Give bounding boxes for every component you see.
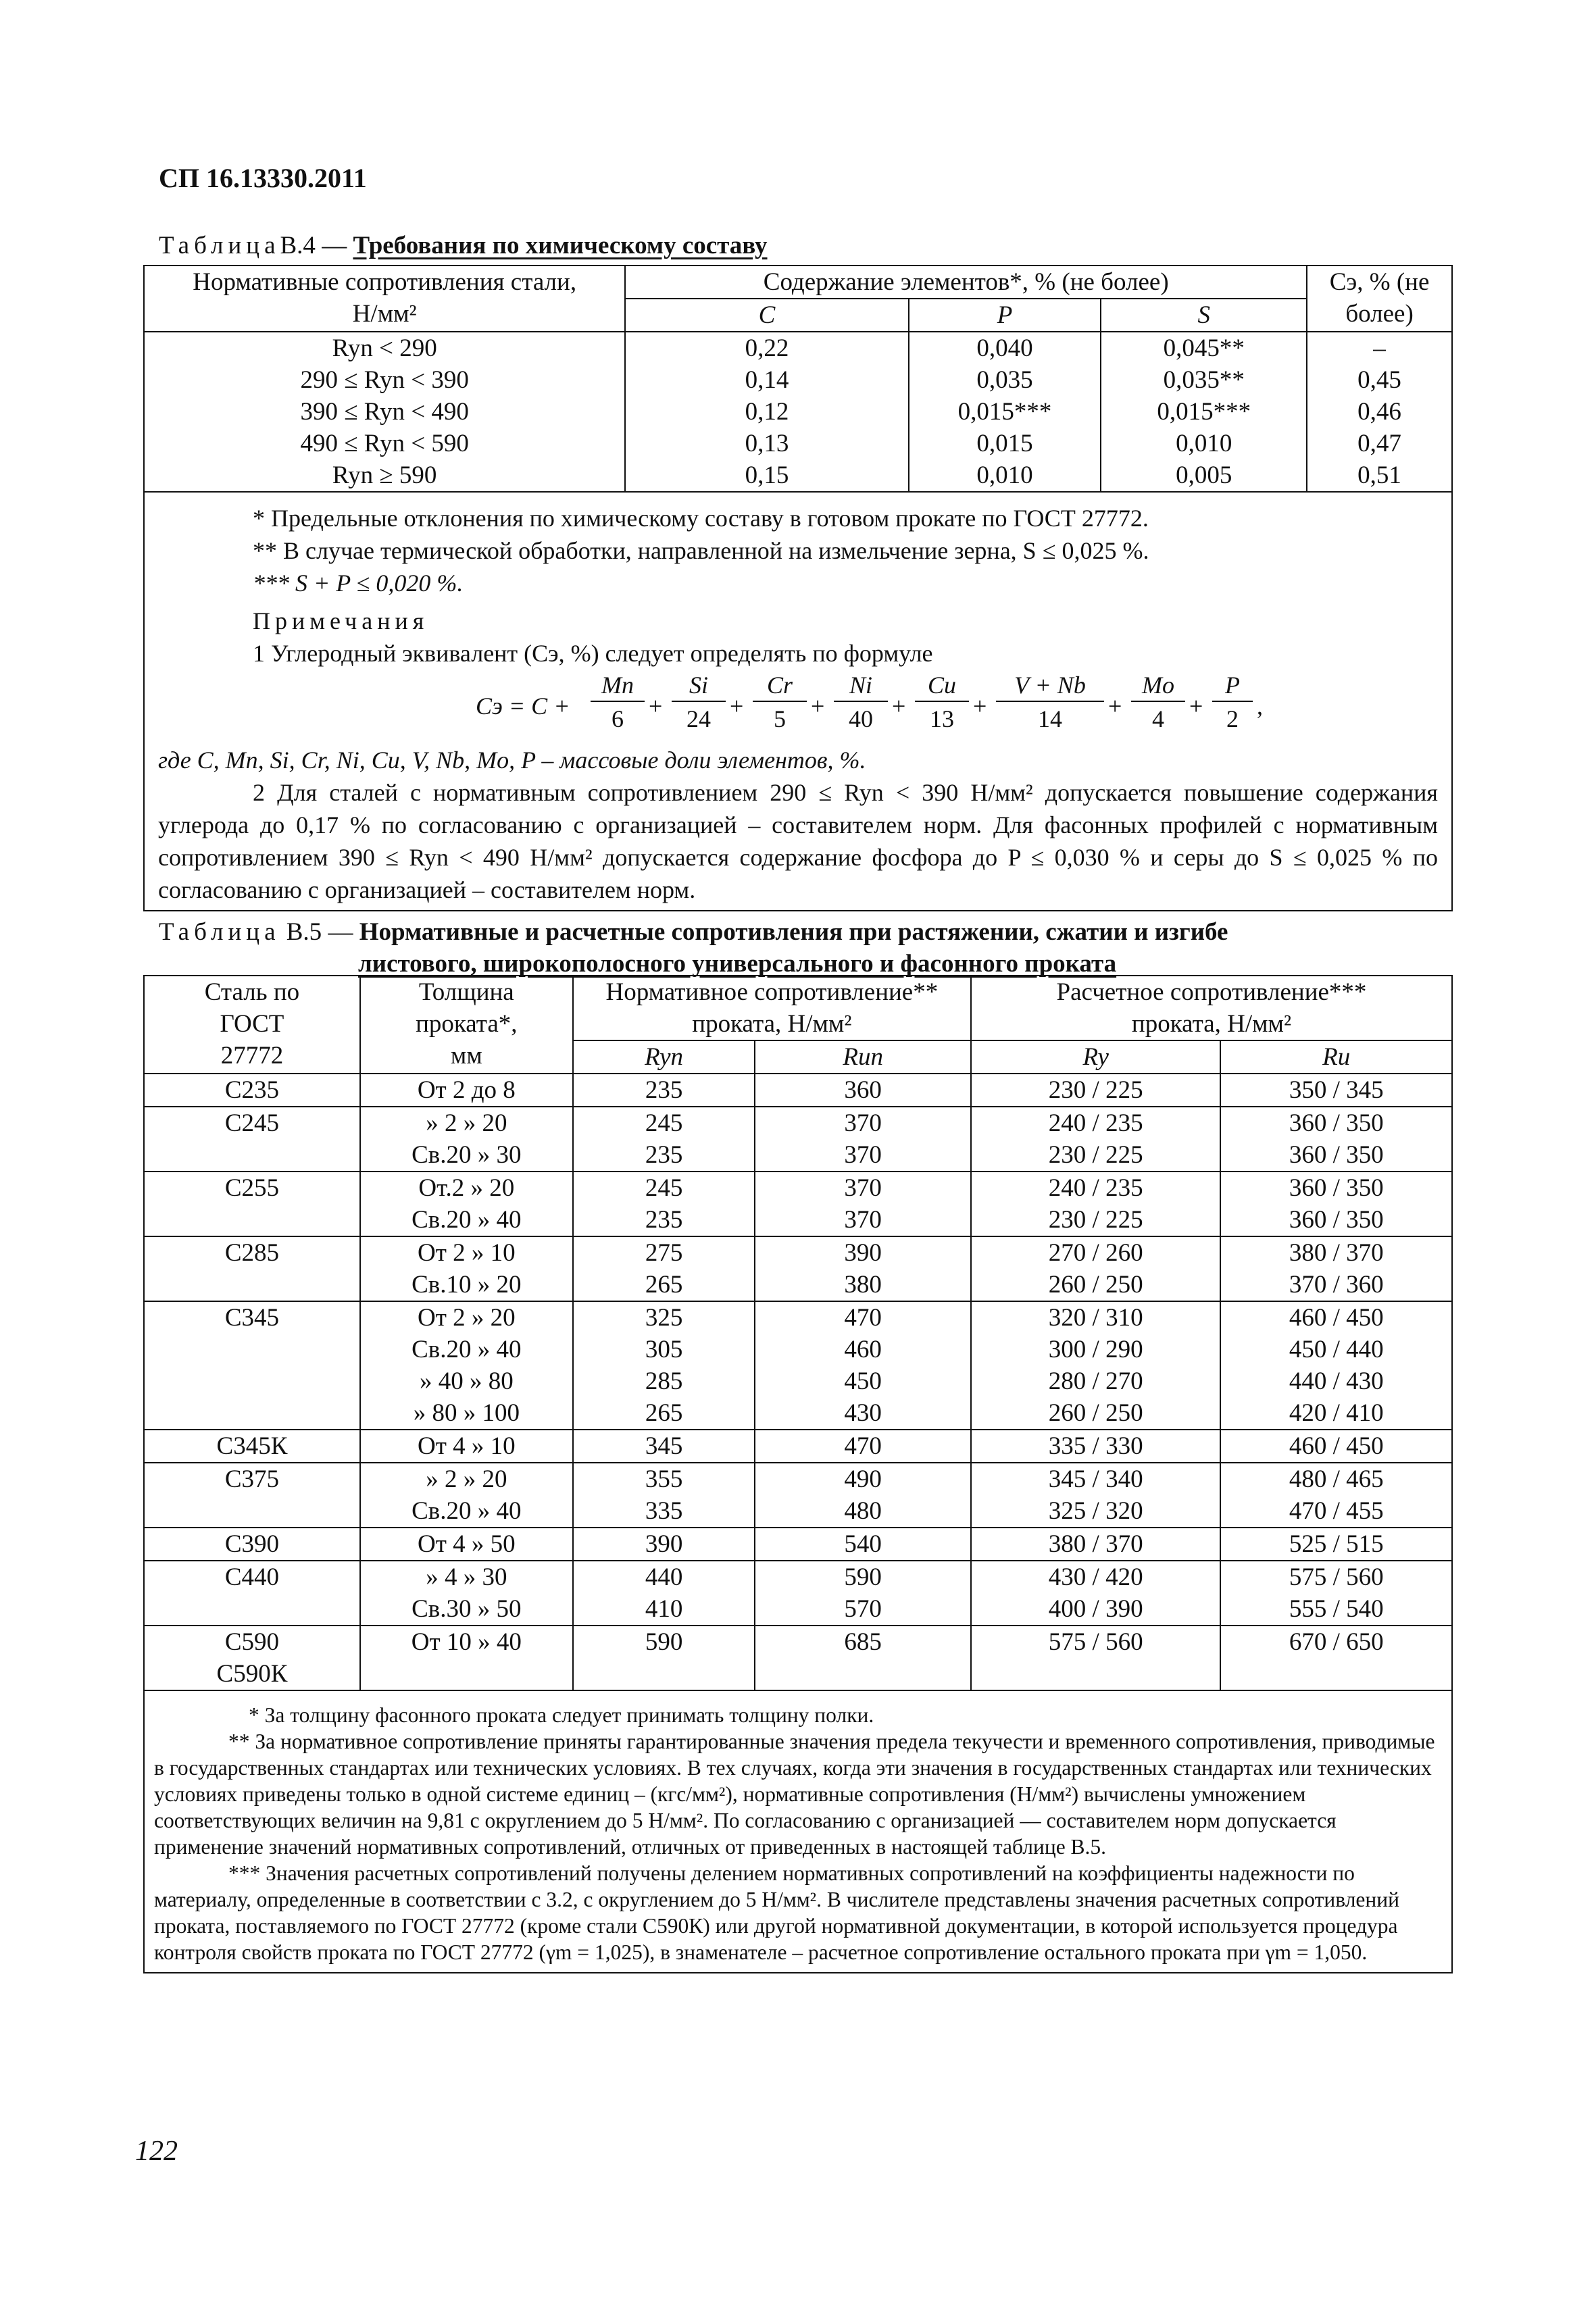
formula-numerator: Mo [1131, 670, 1185, 702]
t4-note-2: 2 Для сталей с нормативным сопротивлением 290 ≤ Ryn < 390 Н/мм² допускается повышение содержания углерода до 0,17 % по согласованию с организацией – составителем норм. Для фасонных профилей с нормативным сопротивлением 390 ≤ Ryn < 490 Н/мм² допускается содержание фосфора до P ≤ 0,030 % и серы до S ≤ 0,025 % по согласованию с организацией – составителем норм. [158, 779, 1438, 903]
t4-s: 0,035** [1101, 364, 1307, 396]
formula-denominator: 2 [1226, 705, 1239, 732]
table-b4 [143, 265, 1453, 911]
formula-operator: + [649, 693, 663, 720]
empty-cell [360, 1658, 573, 1690]
t4-head-c: C [625, 299, 908, 332]
ryn-value: 235 [573, 1204, 755, 1236]
table-row [144, 1107, 1452, 1139]
table4-notes [144, 492, 1452, 911]
thickness: От 2 до 8 [360, 1074, 573, 1107]
formula-denominator: 24 [687, 705, 711, 732]
table4-caption-title: Требования по химическому составу [353, 232, 768, 259]
table4-caption [159, 231, 768, 260]
steel-grade: С235 [144, 1074, 360, 1107]
ry-value: 260 / 250 [971, 1397, 1220, 1430]
ry-value: 320 / 310 [971, 1301, 1220, 1334]
thickness: » 2 » 20 [360, 1107, 573, 1139]
formula-fraction [672, 670, 726, 736]
t4-head-col1: Нормативные сопротивления стали, Н/мм² [144, 266, 625, 332]
t5-head-calc: Расчетное сопротивление*** проката, Н/мм² [971, 976, 1452, 1040]
formula-fraction [1131, 670, 1185, 736]
run-value: 685 [755, 1626, 971, 1658]
t5-head-thickness: Толщина проката*, мм [360, 976, 573, 1074]
table-row [144, 1561, 1452, 1593]
formula-numerator: P [1212, 670, 1253, 702]
formula-fraction [1212, 670, 1253, 736]
formula-operator: + [1108, 693, 1122, 720]
thickness: Св.20 » 40 [360, 1204, 573, 1236]
t4-footnote-3: *** S + P ≤ 0,020 %. [253, 570, 464, 597]
t4-ce: – [1307, 332, 1452, 364]
ru-value: 460 / 450 [1220, 1301, 1452, 1334]
ryn-value: 285 [573, 1365, 755, 1397]
thickness: Св.30 » 50 [360, 1593, 573, 1626]
thickness: От.2 » 20 [360, 1172, 573, 1204]
ryn-value: 345 [573, 1430, 755, 1463]
formula-numerator: Si [672, 670, 726, 702]
t4-head-group: Содержание элементов*, % (не более) [625, 266, 1307, 299]
t4-ce: 0,45 [1307, 364, 1452, 396]
table-row [144, 1626, 1452, 1658]
t4-head-s: S [1101, 299, 1307, 332]
table4-caption-dash: — [315, 232, 353, 259]
t5-head-run: Run [755, 1040, 971, 1074]
t4-ce: 0,47 [1307, 428, 1452, 459]
table5-caption-prefix: Таблица [159, 918, 280, 946]
t4-p: 0,015*** [909, 396, 1101, 428]
steel-grade: С245 [144, 1107, 360, 1172]
t4-c: 0,22 [625, 332, 908, 364]
formula-operator: + [730, 693, 744, 720]
t4-formula-where: где C, Mn, Si, Cr, Ni, Cu, V, Nb, Mo, P – массовые доли элементов, %. [158, 747, 866, 774]
thickness: От 4 » 50 [360, 1528, 573, 1561]
t4-p: 0,010 [909, 459, 1101, 492]
ru-value: 555 / 540 [1220, 1593, 1452, 1626]
run-value: 370 [755, 1139, 971, 1172]
t4-c: 0,14 [625, 364, 908, 396]
formula-denominator: 14 [1038, 705, 1062, 732]
t4-range: Ryn ≥ 590 [144, 459, 625, 492]
run-value: 380 [755, 1269, 971, 1301]
ryn-value: 235 [573, 1139, 755, 1172]
formula-numerator: Cr [753, 670, 807, 702]
t5-head-ru: Ru [1220, 1040, 1452, 1074]
formula-denominator: 4 [1152, 705, 1164, 732]
formula-numerator: V + Nb [996, 670, 1104, 702]
empty-cell [971, 1658, 1220, 1690]
run-value: 370 [755, 1172, 971, 1204]
t4-s: 0,045** [1101, 332, 1307, 364]
thickness: » 2 » 20 [360, 1463, 573, 1495]
ru-value: 525 / 515 [1220, 1528, 1452, 1561]
steel-grade: С345 [144, 1301, 360, 1430]
ry-value: 280 / 270 [971, 1365, 1220, 1397]
t4-ce: 0,46 [1307, 396, 1452, 428]
formula-operator: , [1257, 693, 1263, 720]
table5-caption-title-1: Нормативные и расчетные сопротивления при растяжении, сжатии и изгибе [359, 918, 1228, 946]
steel-grade: С375 [144, 1463, 360, 1528]
t4-range: 390 ≤ Ryn < 490 [144, 396, 625, 428]
table-row [144, 1236, 1452, 1269]
t4-p: 0,035 [909, 364, 1101, 396]
run-value: 590 [755, 1561, 971, 1593]
empty-cell [1220, 1658, 1452, 1690]
ry-value: 325 / 320 [971, 1495, 1220, 1528]
table5-caption-line2 [358, 949, 1116, 978]
ru-value: 360 / 350 [1220, 1172, 1452, 1204]
run-value: 360 [755, 1074, 971, 1107]
t4-c: 0,13 [625, 428, 908, 459]
ru-value: 450 / 440 [1220, 1334, 1452, 1365]
run-value: 540 [755, 1528, 971, 1561]
t4-footnote-2: ** В случае термической обработки, направленной на измельчение зерна, S ≤ 0,025 %. [253, 537, 1149, 564]
document-code: СП 16.13330.2011 [159, 163, 367, 193]
table4-caption-prefix: Таблица [159, 232, 280, 259]
table-row [144, 1528, 1452, 1561]
table-row [144, 459, 1452, 492]
ru-value: 360 / 350 [1220, 1107, 1452, 1139]
formula-fraction [591, 670, 645, 736]
ryn-value: 325 [573, 1301, 755, 1334]
formula-operator: + [892, 693, 906, 720]
steel-grade: С390 [144, 1528, 360, 1561]
ry-value: 240 / 235 [971, 1172, 1220, 1204]
ru-value: 370 / 360 [1220, 1269, 1452, 1301]
formula-denominator: 13 [930, 705, 954, 732]
t4-range: 490 ≤ Ryn < 590 [144, 428, 625, 459]
run-value: 480 [755, 1495, 971, 1528]
ryn-value: 390 [573, 1528, 755, 1561]
formula-denominator: 5 [774, 705, 786, 732]
empty-cell [573, 1658, 755, 1690]
table4-caption-number: В.4 [280, 232, 316, 259]
t5-footnote-1: * За толщину фасонного проката следует принимать толщину полки. [249, 1703, 874, 1727]
table5-notes [144, 1690, 1452, 1973]
formula-operator: + [973, 693, 987, 720]
steel-grade: С440 [144, 1561, 360, 1626]
table5-caption-number: В.5 [286, 918, 322, 946]
ry-value: 575 / 560 [971, 1626, 1220, 1658]
table-b5 [143, 975, 1453, 1973]
ru-value: 360 / 350 [1220, 1139, 1452, 1172]
t4-note-1: 1 Углеродный эквивалент (Cэ, %) следует определять по формуле [253, 640, 933, 667]
ry-value: 400 / 390 [971, 1593, 1220, 1626]
thickness: От 2 » 10 [360, 1236, 573, 1269]
run-value: 570 [755, 1593, 971, 1626]
table-row [144, 1463, 1452, 1495]
ry-value: 240 / 235 [971, 1107, 1220, 1139]
ry-value: 300 / 290 [971, 1334, 1220, 1365]
thickness: От 10 » 40 [360, 1626, 573, 1658]
formula-lhs: Cэ = C + [476, 693, 570, 720]
carbon-equivalent-formula [158, 670, 1438, 744]
ryn-value: 265 [573, 1397, 755, 1430]
ryn-value: 245 [573, 1172, 755, 1204]
steel-grade: С255 [144, 1172, 360, 1236]
formula-fraction [753, 670, 807, 736]
t5-footnote-2: ** За нормативное сопротивление приняты гарантированные значения предела текучести и временного сопротивления, приводимые в государственных стандартах или технических условиях. В тех случаях, когда эти значения в государственных стандартах или технических условиях приведены только в одной системе единиц – (кгс/мм²), нормативные сопротивления (Н/мм²) вычислены умножением соответствующих величин на 9,81 с округлением до 5 Н/мм². По согласованию с организацией — составителем норм допускается применение значений нормативных сопротивлений, отличных от приведенных в настоящей таблице В.5. [154, 1730, 1435, 1859]
ry-value: 270 / 260 [971, 1236, 1220, 1269]
run-value: 430 [755, 1397, 971, 1430]
steel-grade: С590 С590К [144, 1626, 360, 1690]
t4-p: 0,040 [909, 332, 1101, 364]
page-number: 122 [135, 2136, 178, 2167]
formula-operator: + [1189, 693, 1203, 720]
ru-value: 470 / 455 [1220, 1495, 1452, 1528]
table-row [144, 1301, 1452, 1334]
ry-value: 230 / 225 [971, 1139, 1220, 1172]
thickness: От 4 » 10 [360, 1430, 573, 1463]
formula-denominator: 6 [612, 705, 624, 732]
ru-value: 440 / 430 [1220, 1365, 1452, 1397]
thickness: Св.20 » 40 [360, 1495, 573, 1528]
run-value: 450 [755, 1365, 971, 1397]
table5-caption-title-2: листового, широкополосного универсального и фасонного проката [358, 950, 1117, 978]
t4-ce: 0,51 [1307, 459, 1452, 492]
formula-numerator: Ni [834, 670, 888, 702]
steel-grade: С285 [144, 1236, 360, 1301]
ru-value: 460 / 450 [1220, 1430, 1452, 1463]
ryn-value: 410 [573, 1593, 755, 1626]
t4-head-p: P [909, 299, 1101, 332]
ry-value: 335 / 330 [971, 1430, 1220, 1463]
t4-range: Ryn < 290 [144, 332, 625, 364]
t5-head-ryn: Ryn [573, 1040, 755, 1074]
run-value: 390 [755, 1236, 971, 1269]
ryn-value: 355 [573, 1463, 755, 1495]
t5-head-steel: Сталь по ГОСТ 27772 [144, 976, 360, 1074]
t4-range: 290 ≤ Ryn < 390 [144, 364, 625, 396]
run-value: 460 [755, 1334, 971, 1365]
thickness: Св.20 » 30 [360, 1139, 573, 1172]
ryn-value: 305 [573, 1334, 755, 1365]
ru-value: 480 / 465 [1220, 1463, 1452, 1495]
ry-value: 345 / 340 [971, 1463, 1220, 1495]
formula-fraction [996, 670, 1104, 736]
table-row [144, 396, 1452, 428]
ru-value: 360 / 350 [1220, 1204, 1452, 1236]
table-row [144, 364, 1452, 396]
ryn-value: 335 [573, 1495, 755, 1528]
ryn-value: 440 [573, 1561, 755, 1593]
ryn-value: 590 [573, 1626, 755, 1658]
ru-value: 575 / 560 [1220, 1561, 1452, 1593]
ry-value: 230 / 225 [971, 1074, 1220, 1107]
thickness: » 40 » 80 [360, 1365, 573, 1397]
t5-head-ry: Ry [971, 1040, 1220, 1074]
ryn-value: 245 [573, 1107, 755, 1139]
table-row [144, 1074, 1452, 1107]
thickness: » 4 » 30 [360, 1561, 573, 1593]
steel-grade: С345К [144, 1430, 360, 1463]
ru-value: 380 / 370 [1220, 1236, 1452, 1269]
table-row [144, 1430, 1452, 1463]
table-row [144, 1172, 1452, 1204]
ry-value: 380 / 370 [971, 1528, 1220, 1561]
ryn-value: 275 [573, 1236, 755, 1269]
ry-value: 430 / 420 [971, 1561, 1220, 1593]
ryn-value: 235 [573, 1074, 755, 1107]
table5-caption [159, 917, 1228, 947]
ry-value: 230 / 225 [971, 1204, 1220, 1236]
ryn-value: 265 [573, 1269, 755, 1301]
formula-fraction [915, 670, 969, 736]
formula-numerator: Cu [915, 670, 969, 702]
table-row [144, 428, 1452, 459]
ru-value: 670 / 650 [1220, 1626, 1452, 1658]
t4-c: 0,15 [625, 459, 908, 492]
thickness: От 2 » 20 [360, 1301, 573, 1334]
table5-caption-dash: — [322, 918, 359, 946]
t4-s: 0,015*** [1101, 396, 1307, 428]
formula-numerator: Mn [591, 670, 645, 702]
run-value: 370 [755, 1107, 971, 1139]
thickness: Св.10 » 20 [360, 1269, 573, 1301]
thickness: Св.20 » 40 [360, 1334, 573, 1365]
ru-value: 350 / 345 [1220, 1074, 1452, 1107]
thickness: » 80 » 100 [360, 1397, 573, 1430]
t4-p: 0,015 [909, 428, 1101, 459]
run-value: 470 [755, 1301, 971, 1334]
t4-notes-title: Примечания [253, 607, 429, 634]
formula-denominator: 40 [849, 705, 873, 732]
t4-footnote-1: * Предельные отклонения по химическому составу в готовом прокате по ГОСТ 27772. [253, 505, 1149, 532]
run-value: 370 [755, 1204, 971, 1236]
table-row [144, 332, 1452, 364]
t4-c: 0,12 [625, 396, 908, 428]
formula-operator: + [811, 693, 825, 720]
run-value: 490 [755, 1463, 971, 1495]
run-value: 470 [755, 1430, 971, 1463]
empty-cell [755, 1658, 971, 1690]
t4-head-ce: Cэ, % (не более) [1307, 266, 1452, 332]
t5-head-norm: Нормативное сопротивление** проката, Н/мм² [573, 976, 971, 1040]
t5-footnote-3: *** Значения расчетных сопротивлений получены делением нормативных сопротивлений на коэффициенты надежности по материалу, определенные в соответствии с 3.2, с округлением до 5 Н/мм². В числителе представлены значения расчетных сопротивлений проката, поставляемого по ГОСТ 27772 (кроме стали С590К) или другой нормативной документации, в которой используется процедура контроля свойств проката по ГОСТ 27772 (γm = 1,025), в знаменателе – расчетное сопротивление остального проката при γm = 1,050. [154, 1861, 1399, 1964]
formula-fraction [834, 670, 888, 736]
ry-value: 260 / 250 [971, 1269, 1220, 1301]
t4-s: 0,005 [1101, 459, 1307, 492]
ru-value: 420 / 410 [1220, 1397, 1452, 1430]
t4-s: 0,010 [1101, 428, 1307, 459]
